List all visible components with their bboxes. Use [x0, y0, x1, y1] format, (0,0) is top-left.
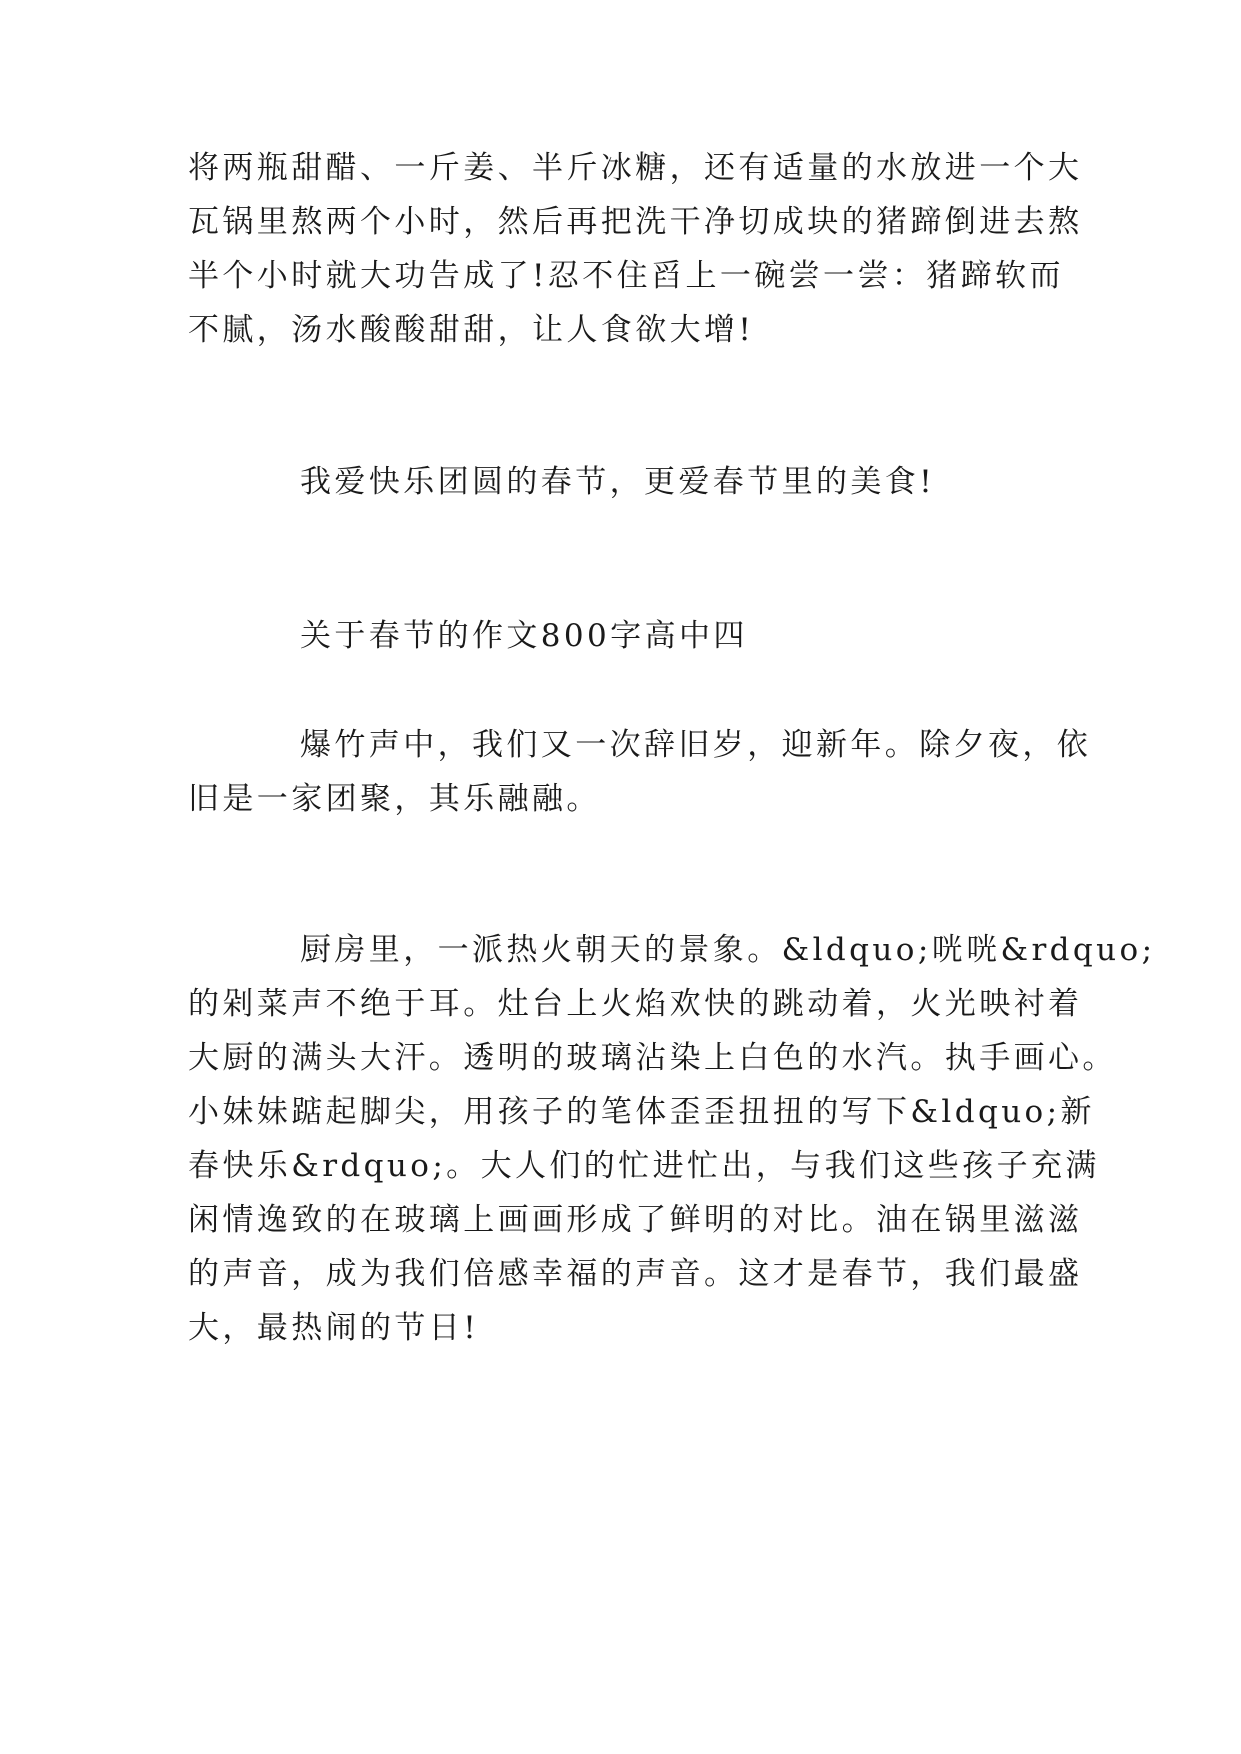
paragraph-4-line-1: 厨房里，一派热火朝天的景象。&ldquo;咣咣&rdquo;	[300, 932, 1156, 968]
paragraph-4-line-5: 春快乐&rdquo;。大人们的忙进忙出，与我们这些孩子充满	[188, 1148, 1100, 1184]
paragraph-4-line-3: 大厨的满头大汗。透明的玻璃沾染上白色的水汽。执手画心。	[188, 1040, 1117, 1076]
paragraph-4-line-4: 小妹妹踮起脚尖，用孩子的笔体歪歪扭扭的写下&ldquo;新	[188, 1094, 1095, 1130]
paragraph-3-line-2: 旧是一家团聚，其乐融融。	[188, 781, 601, 817]
paragraph-1-line-2: 瓦锅里熬两个小时，然后再把洗干净切成块的猪蹄倒进去熬	[188, 204, 1083, 240]
paragraph-4-line-2: 的剁菜声不绝于耳。灶台上火焰欢快的跳动着，火光映衬着	[188, 986, 1083, 1022]
paragraph-3-line-1: 爆竹声中，我们又一次辞旧岁，迎新年。除夕夜，依	[300, 727, 1092, 763]
paragraph-1-line-3: 半个小时就大功告成了!忍不住舀上一碗尝一尝：猪蹄软而	[188, 258, 1064, 294]
paragraph-4-line-8: 大，最热闹的节日!	[188, 1310, 480, 1346]
essay-heading: 关于春节的作文800字高中四	[300, 618, 748, 654]
paragraph-4-line-6: 闲情逸致的在玻璃上画画形成了鲜明的对比。油在锅里滋滋	[188, 1202, 1083, 1238]
paragraph-4-line-7: 的声音，成为我们倍感幸福的声音。这才是春节，我们最盛	[188, 1256, 1083, 1292]
paragraph-2: 我爱快乐团圆的春节，更爱春节里的美食!	[300, 464, 936, 500]
paragraph-1-line-4: 不腻，汤水酸酸甜甜，让人食欲大增!	[188, 312, 755, 348]
paragraph-1-line-1: 将两瓶甜醋、一斤姜、半斤冰糖，还有适量的水放进一个大	[188, 150, 1083, 186]
